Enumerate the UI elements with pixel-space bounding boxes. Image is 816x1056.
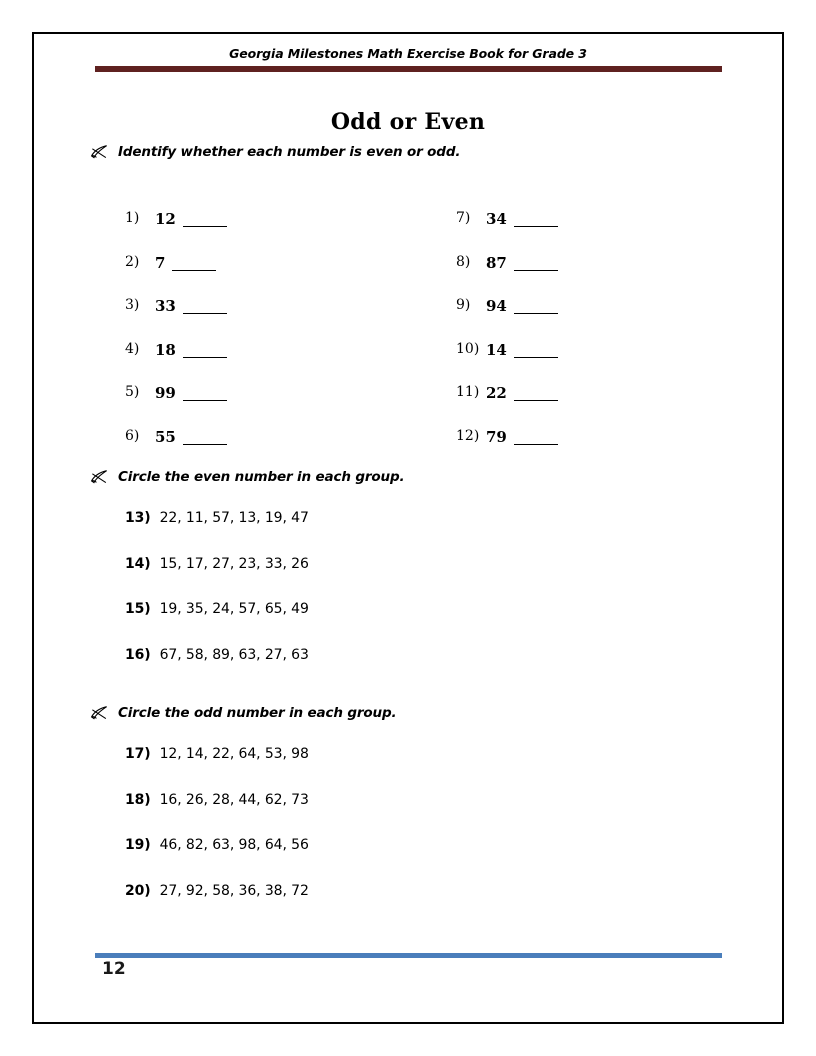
exercise-item (456, 297, 558, 341)
section-3-instruction-text: Circle the odd number in each group. (118, 705, 397, 721)
item-number: 5) (125, 384, 140, 400)
exercise-item (125, 428, 227, 472)
exercise-item (125, 254, 227, 298)
item-number: 13) (125, 510, 151, 526)
item-number: 9) (456, 297, 471, 313)
item-value: 14 (486, 340, 507, 359)
list-item[interactable] (125, 746, 309, 792)
pen-icon (90, 705, 109, 721)
item-values: 16, 26, 28, 44, 62, 73 (159, 791, 309, 808)
item-values: 19, 35, 24, 57, 65, 49 (159, 601, 309, 617)
exercise-item (125, 210, 227, 254)
section-3-list (125, 746, 309, 928)
item-value: 22 (486, 384, 507, 402)
exercise-item (456, 254, 558, 298)
exercise-item (125, 297, 227, 341)
exercise-item (456, 210, 558, 254)
section-1-left-column (125, 210, 227, 471)
item-number: 20) (125, 882, 151, 899)
section-1-instruction-text: Identify whether each number is even or odd. (118, 144, 461, 160)
list-item[interactable] (125, 601, 309, 647)
answer-blank[interactable] (183, 343, 227, 358)
section-1-instruction (90, 144, 460, 160)
answer-blank[interactable] (183, 299, 227, 314)
item-number: 17) (125, 746, 151, 762)
item-number: 1) (125, 210, 140, 226)
answer-blank[interactable] (514, 299, 558, 314)
item-values: 67, 58, 89, 63, 27, 63 (159, 646, 309, 663)
page-title: Odd or Even (330, 108, 486, 135)
section-2-instruction (90, 469, 404, 485)
item-number: 7) (456, 210, 471, 226)
item-number: 2) (125, 253, 140, 270)
section-2-instruction-text: Circle the even number in each group. (118, 469, 405, 485)
list-item[interactable] (125, 647, 309, 693)
item-value: 7 (155, 253, 166, 272)
item-value: 94 (486, 297, 507, 315)
item-value: 12 (155, 210, 176, 228)
item-number: 8) (456, 253, 471, 270)
pen-icon (90, 469, 109, 485)
list-item[interactable] (125, 556, 309, 602)
item-number: 3) (125, 297, 140, 313)
item-value: 33 (155, 297, 176, 315)
exercise-item (125, 384, 227, 428)
item-values: 46, 82, 63, 98, 64, 56 (159, 837, 309, 853)
item-value: 18 (155, 340, 176, 359)
pen-icon (90, 144, 109, 160)
answer-blank[interactable] (183, 386, 227, 401)
item-number: 4) (125, 340, 140, 357)
item-value: 55 (155, 427, 176, 446)
list-item[interactable] (125, 883, 309, 929)
section-3-instruction (90, 705, 396, 721)
footer-rule (95, 953, 722, 958)
item-value: 34 (486, 210, 507, 228)
item-number: 18) (125, 791, 151, 808)
item-value: 99 (155, 384, 176, 402)
exercise-item (456, 384, 558, 428)
answer-blank[interactable] (183, 212, 227, 227)
answer-blank[interactable] (172, 256, 216, 271)
exercise-item (456, 428, 558, 472)
item-number: 15) (125, 601, 151, 617)
page-number (102, 960, 192, 980)
item-values: 27, 92, 58, 36, 38, 72 (159, 882, 309, 899)
answer-blank[interactable] (514, 212, 558, 227)
list-item[interactable] (125, 510, 309, 556)
item-values: 15, 17, 27, 23, 33, 26 (159, 555, 309, 572)
answer-blank[interactable] (514, 430, 558, 445)
page-number-text: 12 (102, 960, 126, 979)
item-number: 12) (456, 427, 480, 444)
item-number: 16) (125, 646, 151, 663)
exercise-item (125, 341, 227, 385)
item-value: 87 (486, 253, 507, 272)
section-1-right-column (456, 210, 558, 471)
item-value: 79 (486, 427, 507, 446)
item-number: 19) (125, 837, 151, 853)
list-item[interactable] (125, 792, 309, 838)
item-number: 14) (125, 555, 151, 572)
section-2-list (125, 510, 309, 692)
worksheet-page (32, 32, 784, 1024)
running-header: Georgia Milestones Math Exercise Book for Grade 3 (229, 46, 587, 61)
answer-blank[interactable] (183, 430, 227, 445)
answer-blank[interactable] (514, 256, 558, 271)
answer-blank[interactable] (514, 386, 558, 401)
item-number: 10) (456, 340, 480, 357)
header-rule (95, 66, 722, 72)
answer-blank[interactable] (514, 343, 558, 358)
item-values: 22, 11, 57, 13, 19, 47 (159, 510, 309, 526)
item-number: 6) (125, 427, 140, 444)
exercise-item (456, 341, 558, 385)
item-number: 11) (456, 384, 480, 400)
item-values: 12, 14, 22, 64, 53, 98 (159, 746, 309, 762)
list-item[interactable] (125, 837, 309, 883)
